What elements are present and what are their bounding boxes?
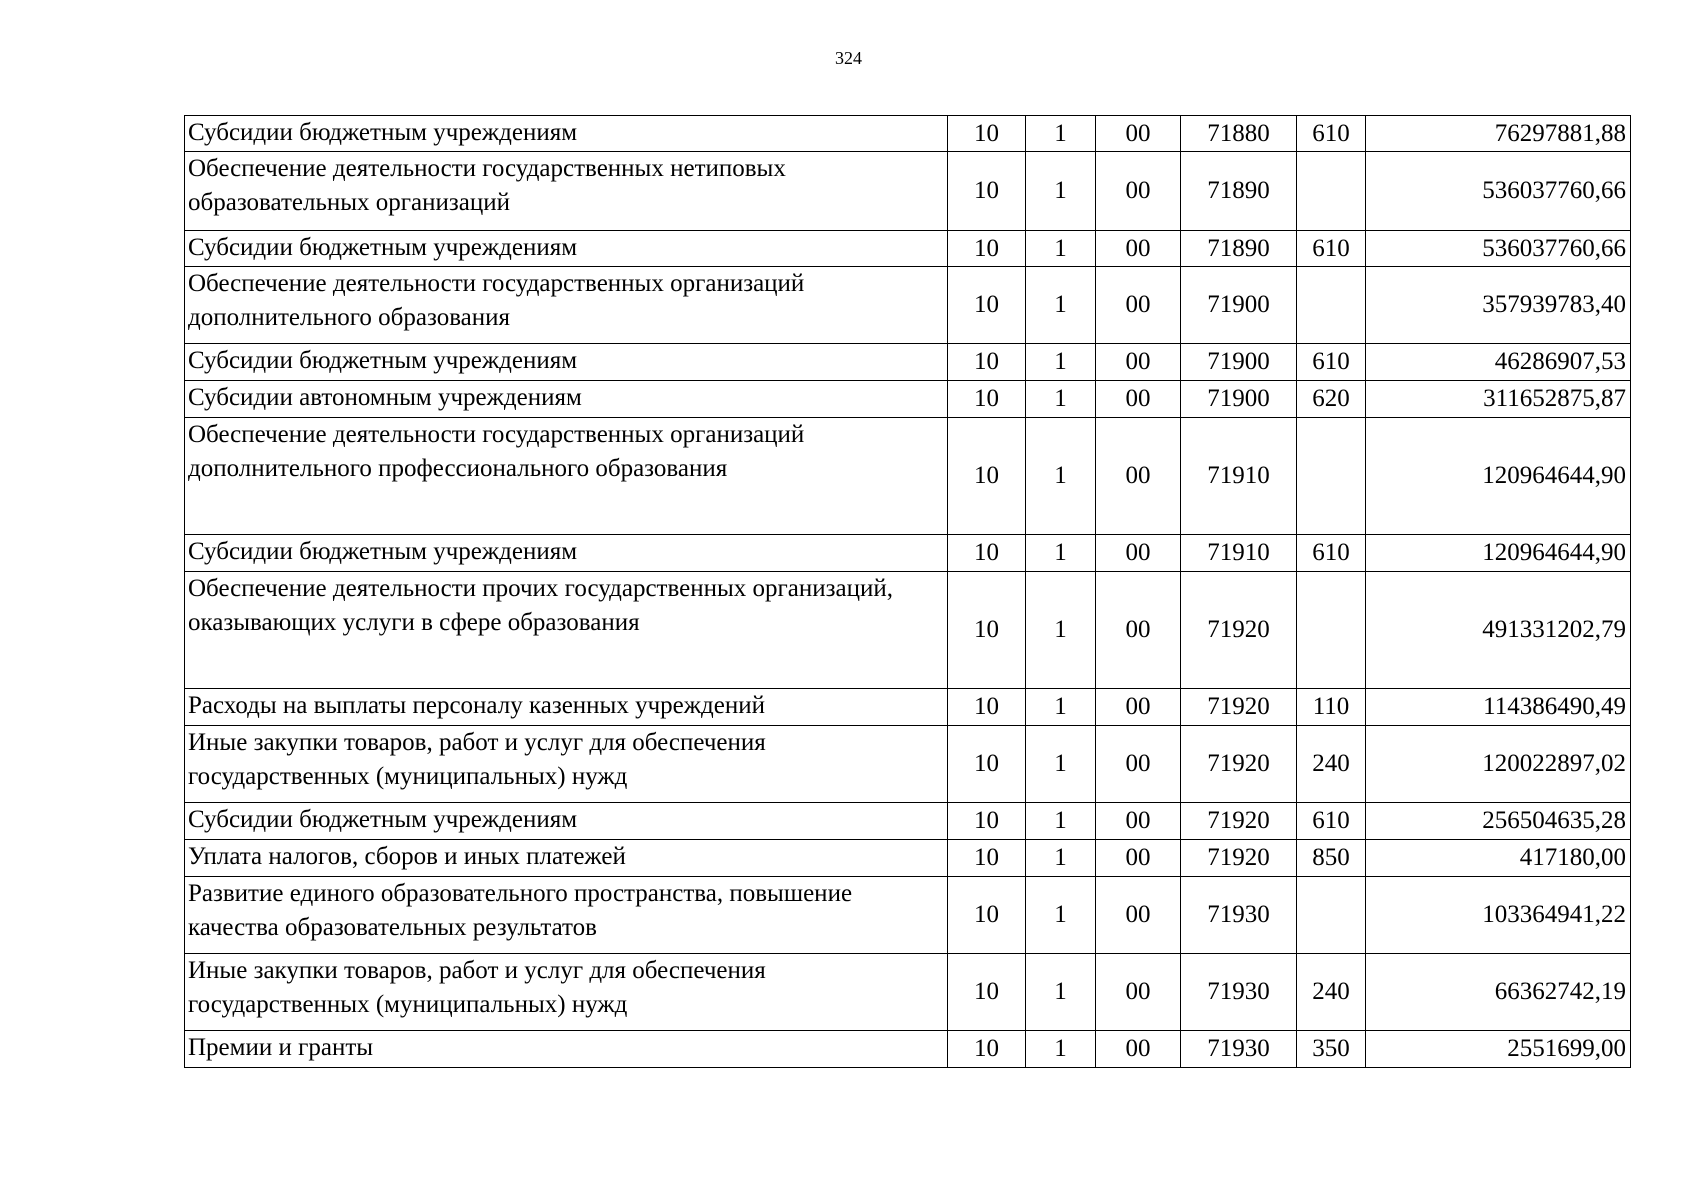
section-code-cell: 10 <box>948 418 1026 535</box>
program-code-cell: 00 <box>1096 152 1181 231</box>
section-code-cell: 10 <box>948 840 1026 877</box>
expense-type-cell <box>1297 152 1366 231</box>
expense-type-cell: 610 <box>1297 116 1366 152</box>
subsection-code-cell: 1 <box>1026 267 1096 344</box>
amount-cell: 46286907,53 <box>1366 344 1631 381</box>
expense-name-cell: Иные закупки товаров, работ и услуг для обеспечения государственных (муниципальных) нужд <box>185 726 948 803</box>
section-code-cell: 10 <box>948 231 1026 267</box>
expense-name-cell: Субсидии бюджетным учреждениям <box>185 344 948 381</box>
expense-name-cell: Развитие единого образовательного пространства, повышение качества образовательных результатов <box>185 877 948 954</box>
expense-type-cell: 850 <box>1297 840 1366 877</box>
section-code-cell: 10 <box>948 344 1026 381</box>
table-row <box>185 689 1631 726</box>
program-code-cell: 00 <box>1096 535 1181 572</box>
amount-cell: 120964644,90 <box>1366 418 1631 535</box>
expense-name-cell: Уплата налогов, сборов и иных платежей <box>185 840 948 877</box>
subsection-code-cell: 1 <box>1026 152 1096 231</box>
subsection-code-cell: 1 <box>1026 840 1096 877</box>
program-code-cell: 00 <box>1096 1031 1181 1068</box>
expense-type-cell: 240 <box>1297 954 1366 1031</box>
program-code-cell: 00 <box>1096 418 1181 535</box>
table-row <box>185 954 1631 1031</box>
expense-type-cell <box>1297 572 1366 689</box>
table-row <box>185 803 1631 840</box>
expense-name-cell: Обеспечение деятельности государственных нетиповых образовательных организаций <box>185 152 948 231</box>
program-code-cell: 00 <box>1096 954 1181 1031</box>
program-code-cell: 00 <box>1096 689 1181 726</box>
section-code-cell: 10 <box>948 535 1026 572</box>
program-code-cell: 00 <box>1096 840 1181 877</box>
section-code-cell: 10 <box>948 572 1026 689</box>
program-code-cell: 00 <box>1096 803 1181 840</box>
expense-type-cell <box>1297 877 1366 954</box>
target-code-cell: 71920 <box>1181 803 1297 840</box>
table-row <box>185 116 1631 152</box>
target-code-cell: 71890 <box>1181 152 1297 231</box>
subsection-code-cell: 1 <box>1026 689 1096 726</box>
table-row <box>185 231 1631 267</box>
expense-type-cell: 610 <box>1297 231 1366 267</box>
target-code-cell: 71880 <box>1181 116 1297 152</box>
subsection-code-cell: 1 <box>1026 1031 1096 1068</box>
amount-cell: 103364941,22 <box>1366 877 1631 954</box>
expense-name-cell: Субсидии бюджетным учреждениям <box>185 535 948 572</box>
subsection-code-cell: 1 <box>1026 803 1096 840</box>
section-code-cell: 10 <box>948 1031 1026 1068</box>
program-code-cell: 00 <box>1096 267 1181 344</box>
table-row <box>185 344 1631 381</box>
table-row <box>185 152 1631 231</box>
expense-type-cell: 240 <box>1297 726 1366 803</box>
amount-cell: 2551699,00 <box>1366 1031 1631 1068</box>
table-row <box>185 840 1631 877</box>
section-code-cell: 10 <box>948 381 1026 418</box>
target-code-cell: 71900 <box>1181 344 1297 381</box>
amount-cell: 76297881,88 <box>1366 116 1631 152</box>
section-code-cell: 10 <box>948 689 1026 726</box>
amount-cell: 66362742,19 <box>1366 954 1631 1031</box>
expense-type-cell: 350 <box>1297 1031 1366 1068</box>
amount-cell: 536037760,66 <box>1366 231 1631 267</box>
target-code-cell: 71890 <box>1181 231 1297 267</box>
section-code-cell: 10 <box>948 803 1026 840</box>
table-row <box>185 726 1631 803</box>
amount-cell: 114386490,49 <box>1366 689 1631 726</box>
expense-name-cell: Субсидии бюджетным учреждениям <box>185 803 948 840</box>
amount-cell: 491331202,79 <box>1366 572 1631 689</box>
expense-type-cell: 620 <box>1297 381 1366 418</box>
target-code-cell: 71930 <box>1181 1031 1297 1068</box>
amount-cell: 120964644,90 <box>1366 535 1631 572</box>
amount-cell: 536037760,66 <box>1366 152 1631 231</box>
target-code-cell: 71930 <box>1181 954 1297 1031</box>
section-code-cell: 10 <box>948 954 1026 1031</box>
program-code-cell: 00 <box>1096 726 1181 803</box>
section-code-cell: 10 <box>948 152 1026 231</box>
amount-cell: 417180,00 <box>1366 840 1631 877</box>
subsection-code-cell: 1 <box>1026 726 1096 803</box>
expense-name-cell: Субсидии бюджетным учреждениям <box>185 116 948 152</box>
amount-cell: 256504635,28 <box>1366 803 1631 840</box>
target-code-cell: 71920 <box>1181 572 1297 689</box>
expense-type-cell: 110 <box>1297 689 1366 726</box>
target-code-cell: 71910 <box>1181 418 1297 535</box>
table-row <box>185 418 1631 535</box>
amount-cell: 120022897,02 <box>1366 726 1631 803</box>
subsection-code-cell: 1 <box>1026 535 1096 572</box>
table-row <box>185 877 1631 954</box>
section-code-cell: 10 <box>948 267 1026 344</box>
section-code-cell: 10 <box>948 726 1026 803</box>
table-row <box>185 572 1631 689</box>
expense-type-cell: 610 <box>1297 344 1366 381</box>
subsection-code-cell: 1 <box>1026 418 1096 535</box>
budget-table-body <box>185 116 1631 1068</box>
subsection-code-cell: 1 <box>1026 116 1096 152</box>
expense-name-cell: Премии и гранты <box>185 1031 948 1068</box>
program-code-cell: 00 <box>1096 572 1181 689</box>
section-code-cell: 10 <box>948 116 1026 152</box>
expense-name-cell: Субсидии бюджетным учреждениям <box>185 231 948 267</box>
subsection-code-cell: 1 <box>1026 877 1096 954</box>
expense-name-cell: Обеспечение деятельности государственных организаций дополнительного профессионального образования <box>185 418 948 535</box>
expense-name-cell: Расходы на выплаты персоналу казенных учреждений <box>185 689 948 726</box>
expense-type-cell <box>1297 267 1366 344</box>
subsection-code-cell: 1 <box>1026 381 1096 418</box>
subsection-code-cell: 1 <box>1026 231 1096 267</box>
page-number: 324 <box>835 48 862 68</box>
target-code-cell: 71920 <box>1181 689 1297 726</box>
target-code-cell: 71900 <box>1181 381 1297 418</box>
program-code-cell: 00 <box>1096 381 1181 418</box>
target-code-cell: 71920 <box>1181 840 1297 877</box>
expense-type-cell: 610 <box>1297 803 1366 840</box>
section-code-cell: 10 <box>948 877 1026 954</box>
table-row <box>185 267 1631 344</box>
program-code-cell: 00 <box>1096 877 1181 954</box>
amount-cell: 311652875,87 <box>1366 381 1631 418</box>
budget-table <box>184 115 1631 1068</box>
program-code-cell: 00 <box>1096 344 1181 381</box>
table-row <box>185 381 1631 418</box>
table-row <box>185 535 1631 572</box>
target-code-cell: 71900 <box>1181 267 1297 344</box>
subsection-code-cell: 1 <box>1026 344 1096 381</box>
expense-name-cell: Обеспечение деятельности государственных организаций дополнительного образования <box>185 267 948 344</box>
program-code-cell: 00 <box>1096 231 1181 267</box>
program-code-cell: 00 <box>1096 116 1181 152</box>
amount-cell: 357939783,40 <box>1366 267 1631 344</box>
subsection-code-cell: 1 <box>1026 572 1096 689</box>
expense-name-cell: Обеспечение деятельности прочих государственных организаций, оказывающих услуги в сфере образования <box>185 572 948 689</box>
expense-name-cell: Иные закупки товаров, работ и услуг для обеспечения государственных (муниципальных) нужд <box>185 954 948 1031</box>
subsection-code-cell: 1 <box>1026 954 1096 1031</box>
target-code-cell: 71930 <box>1181 877 1297 954</box>
table-row <box>185 1031 1631 1068</box>
expense-name-cell: Субсидии автономным учреждениям <box>185 381 948 418</box>
target-code-cell: 71920 <box>1181 726 1297 803</box>
expense-type-cell <box>1297 418 1366 535</box>
target-code-cell: 71910 <box>1181 535 1297 572</box>
expense-type-cell: 610 <box>1297 535 1366 572</box>
